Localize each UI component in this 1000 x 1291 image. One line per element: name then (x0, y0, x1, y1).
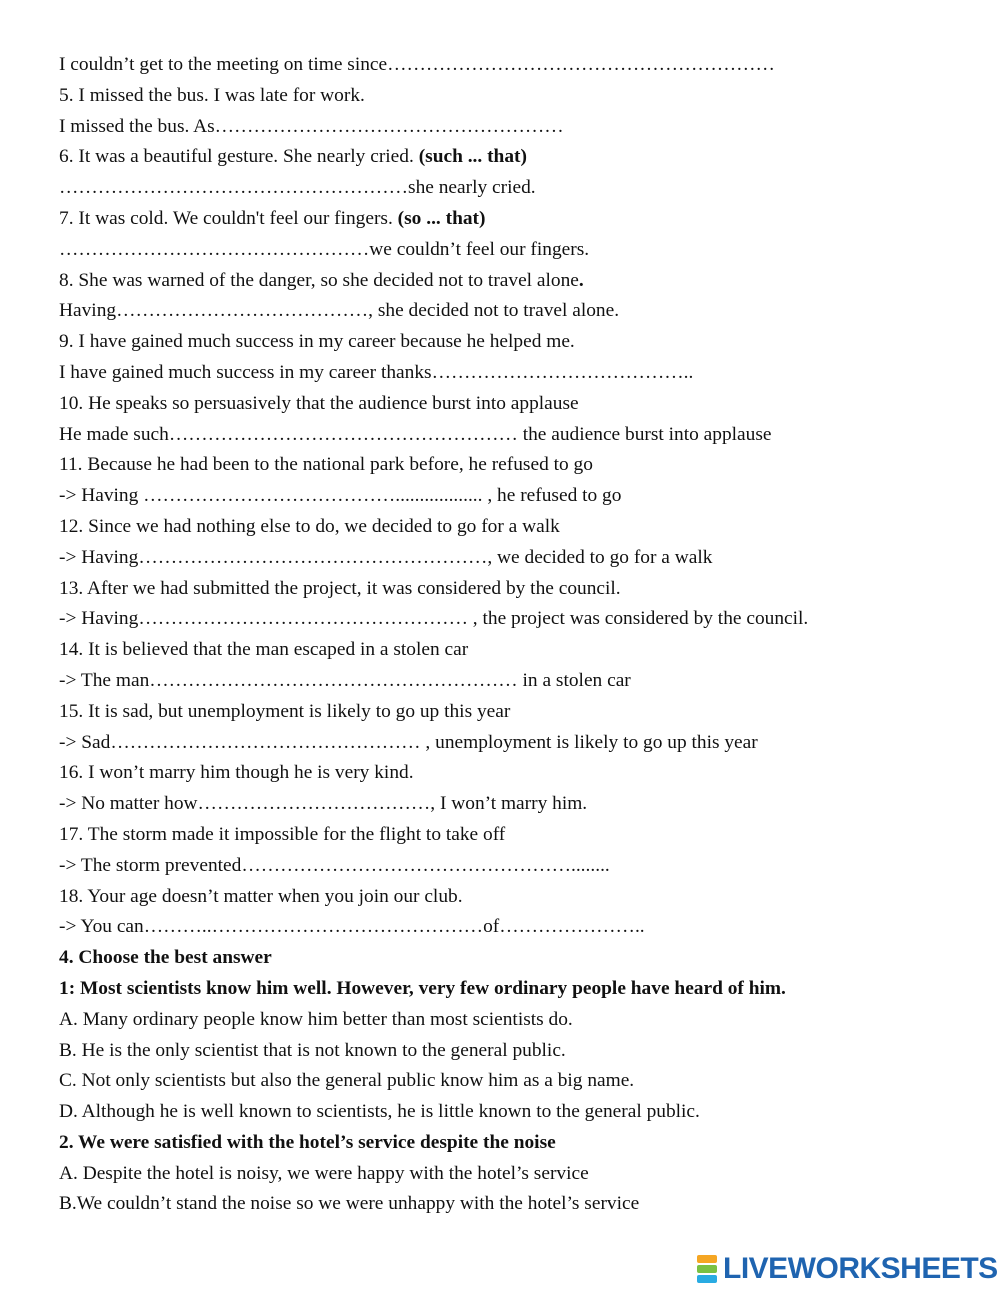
line-text: I couldn’t get to the meeting on time since…………………………………………………… (59, 54, 775, 75)
worksheet-line (59, 112, 979, 143)
logo-block (697, 1265, 717, 1273)
line-text: 12. Since we had nothing else to do, we decided to go for a walk (59, 515, 560, 537)
worksheet-line (59, 450, 979, 481)
question-heading (59, 974, 979, 1005)
line-text: -> The man………………………………………………… in a stolen car (59, 669, 631, 691)
worksheet-line (59, 389, 979, 420)
worksheet-line (59, 266, 979, 297)
worksheet-line (59, 882, 979, 913)
worksheet-line (59, 358, 979, 389)
line-text: 8. She was warned of the danger, so she decided not to travel alone (59, 269, 579, 291)
line-text: -> Sad………………………………………… , unemployment is likely to go up this year (59, 731, 758, 753)
option-text: C. Not only scientists but also the general public know him as a big name. (59, 1070, 635, 1092)
line-text: 5. I missed the bus. I was late for work. (59, 84, 365, 106)
answer-option (59, 1159, 979, 1190)
line-text: ………………………………………………she nearly cried. (59, 177, 536, 199)
line-text: Having…………………………………, she decided not to travel alone. (59, 300, 620, 322)
logo-blocks-icon (697, 1255, 717, 1283)
line-text: -> You can………..……………………………………of………………….. (59, 916, 645, 938)
line-text: …………………………………………we couldn’t feel our fingers. (59, 238, 590, 260)
worksheet-line (59, 512, 979, 543)
answer-option (59, 1189, 979, 1220)
worksheet-line (59, 327, 979, 358)
line-text: 7. It was cold. We couldn't feel our fingers. (59, 207, 398, 229)
worksheet-line (59, 635, 979, 666)
worksheet-line (59, 758, 979, 789)
worksheet-line (59, 235, 979, 266)
line-text: 13. After we had submitted the project, it was considered by the council. (59, 577, 621, 599)
option-text: B. He is the only scientist that is not known to the general public. (59, 1039, 566, 1061)
line-text: 18. Your age doesn’t matter when you join our club. (59, 885, 463, 907)
line-text: He made such……………………………………………… the audience burst into applause (59, 423, 772, 445)
worksheet-line (59, 543, 979, 574)
worksheet-line (59, 204, 979, 235)
line-text: 14. It is believed that the man escaped in a stolen car (59, 639, 469, 661)
worksheet-line (59, 173, 979, 204)
worksheet-line (59, 820, 979, 851)
section-title: 4. Choose the best answer (59, 947, 272, 969)
answer-option (59, 1005, 979, 1036)
line-text: -> Having ………………………………….................. , he refused to go (59, 485, 622, 507)
line-hint: (so ... that) (397, 207, 486, 229)
line-text: 15. It is sad, but unemployment is likely to go up this year (59, 700, 511, 722)
worksheet-line (59, 666, 979, 697)
line-text: I have gained much success in my career thanks………………………………….. (59, 361, 694, 383)
worksheet-line (59, 728, 979, 759)
line-text: 16. I won’t marry him though he is very kind. (59, 762, 414, 784)
question-text: 2. We were satisfied with the hotel’s service despite the noise (59, 1131, 556, 1153)
line-text: 10. He speaks so persuasively that the audience burst into applause (59, 392, 579, 414)
option-text: A. Despite the hotel is noisy, we were happy with the hotel’s service (59, 1162, 589, 1184)
option-text: D. Although he is well known to scientists, he is little known to the general public. (59, 1101, 700, 1123)
line-text: 17. The storm made it impossible for the flight to take off (59, 823, 506, 845)
logo-block (697, 1255, 717, 1263)
worksheet-line (59, 81, 979, 112)
worksheet-line (59, 851, 979, 882)
worksheet-line (59, 481, 979, 512)
line-hint: . (578, 269, 584, 291)
liveworksheets-logo[interactable] (697, 1252, 998, 1286)
question-heading (59, 1128, 979, 1159)
line-hint: (such ... that) (418, 146, 527, 168)
answer-option (59, 1066, 979, 1097)
worksheet-line (59, 296, 979, 327)
line-text: -> The storm prevented……………………………………………........ (59, 854, 610, 876)
worksheet-line (59, 142, 979, 173)
line-text: 11. Because he had been to the national park before, he refused to go (59, 454, 593, 476)
line-text: 6. It was a beautiful gesture. She nearly cried. (59, 146, 419, 168)
line-text: I missed the bus. As……………………………………………… (59, 115, 564, 137)
worksheet-line (59, 789, 979, 820)
option-text: A. Many ordinary people know him better than most scientists do. (59, 1008, 573, 1030)
worksheet-line (59, 50, 979, 81)
worksheet-line (59, 697, 979, 728)
answer-option (59, 1036, 979, 1067)
worksheet-line (59, 420, 979, 451)
worksheet-line (59, 912, 979, 943)
answer-option (59, 1097, 979, 1128)
section-heading (59, 943, 979, 974)
line-text: -> No matter how………………………………, I won’t marry him. (59, 793, 588, 815)
worksheet-line (59, 604, 979, 635)
logo-text: LIVEWORKSHEETS (723, 1252, 998, 1285)
line-text: -> Having…………………………………………… , the project was considered by the council. (59, 608, 809, 630)
line-text: -> Having………………………………………………, we decided to go for a walk (59, 546, 713, 568)
line-text: 9. I have gained much success in my career because he helped me. (59, 331, 575, 353)
worksheet-body (59, 50, 979, 1220)
logo-block (697, 1275, 717, 1283)
worksheet-line (59, 574, 979, 605)
option-text: B.We couldn’t stand the noise so we were unhappy with the hotel’s service (59, 1193, 640, 1215)
question-text: 1: Most scientists know him well. However, very few ordinary people have heard of him. (59, 977, 786, 999)
